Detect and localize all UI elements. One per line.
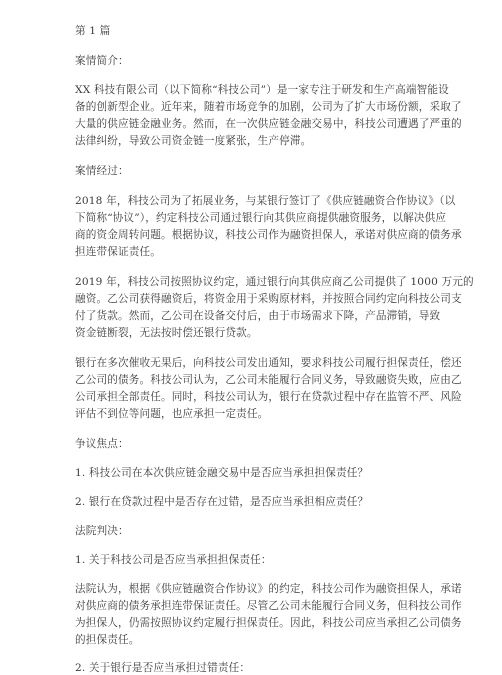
dispute-heading: 争议焦点： <box>75 438 129 450</box>
process-paragraph-line: 2019 年，科技公司按照协议约定，通过银行向其供应商乙公司提供了 1000 万元的 <box>75 276 474 288</box>
dispute-item: 1. 科技公司在本次供应链金融交易中是否应当承担担保责任？ <box>75 467 369 479</box>
judgment-item-heading: 1. 关于科技公司是否应当承担担保责任： <box>75 554 272 566</box>
process-paragraph-line: 评估不到位等问题，也应承担一定责任。 <box>75 408 269 420</box>
judgment-paragraph-line: 的担保责任。 <box>75 634 140 646</box>
process-paragraph-line: 下简称“协议”），约定科技公司通过银行向其供应商提供融资服务，以解决供应 <box>75 212 447 224</box>
judgment-item-heading: 2. 关于银行是否应当承担过错责任： <box>75 662 251 674</box>
process-paragraph-line: 公司承担全部责任。同时，科技公司认为，银行在贷款过程中存在监管不严、风险 <box>75 391 462 403</box>
judgment-heading: 法院判决： <box>75 525 129 537</box>
process-paragraph-line: 商的资金周转问题。根据协议，科技公司作为融资担保人，承诺对供应商的债务承 <box>75 229 462 241</box>
case-intro-line: XX 科技有限公司（以下简称“科技公司”）是一家专注于研发和生产高端智能设 <box>75 84 449 96</box>
case-intro-line: 备的创新型企业。近年来，随着市场竞争的加剧，公司为了扩大市场份额，采取了 <box>75 101 462 113</box>
page-heading: 第 1 篇 <box>75 25 111 37</box>
judgment-paragraph-line: 法院认为，根据《供应链融资合作协议》的约定，科技公司作为融资担保人，承诺 <box>75 583 462 595</box>
process-paragraph-line: 2018 年，科技公司为了拓展业务，与某银行签订了《供应链融资合作协议》（以 <box>75 195 456 207</box>
process-paragraph-line: 银行在多次催收无果后，向科技公司发出通知，要求科技公司履行担保责任，偿还 <box>75 357 462 369</box>
process-paragraph-line: 付了货款。然而，乙公司在设备交付后，由于市场需求下降，产品滞销，导致 <box>75 310 441 322</box>
process-paragraph-line: 乙公司的债务。科技公司认为，乙公司未能履行合同义务，导致融资失败，应由乙 <box>75 374 462 386</box>
process-paragraph-line: 担连带保证责任。 <box>75 246 161 258</box>
case-intro-line: 大量的供应链金融业务。然而，在一次供应链金融交易中，科技公司遭遇了严重的 <box>75 118 462 130</box>
case-process-heading: 案情经过： <box>75 165 129 177</box>
judgment-paragraph-line: 对供应商的债务承担连带保证责任。尽管乙公司未能履行合同义务，但科技公司作 <box>75 600 462 612</box>
process-paragraph-line: 融资。乙公司获得融资后，将资金用于采购原材料，并按照合同约定向科技公司支 <box>75 293 462 305</box>
process-paragraph-line: 资金链断裂，无法按时偿还银行贷款。 <box>75 327 258 339</box>
dispute-item: 2. 银行在贷款过程中是否存在过错，是否应当承担相应责任？ <box>75 496 369 508</box>
case-intro-heading: 案情简介： <box>75 55 129 67</box>
case-intro-line: 法律纠纷，导致公司资金链一度紧张，生产停滞。 <box>75 135 312 147</box>
judgment-paragraph-line: 为担保人，仍需按照协议约定履行担保责任。因此，科技公司应当承担乙公司债务 <box>75 617 462 629</box>
